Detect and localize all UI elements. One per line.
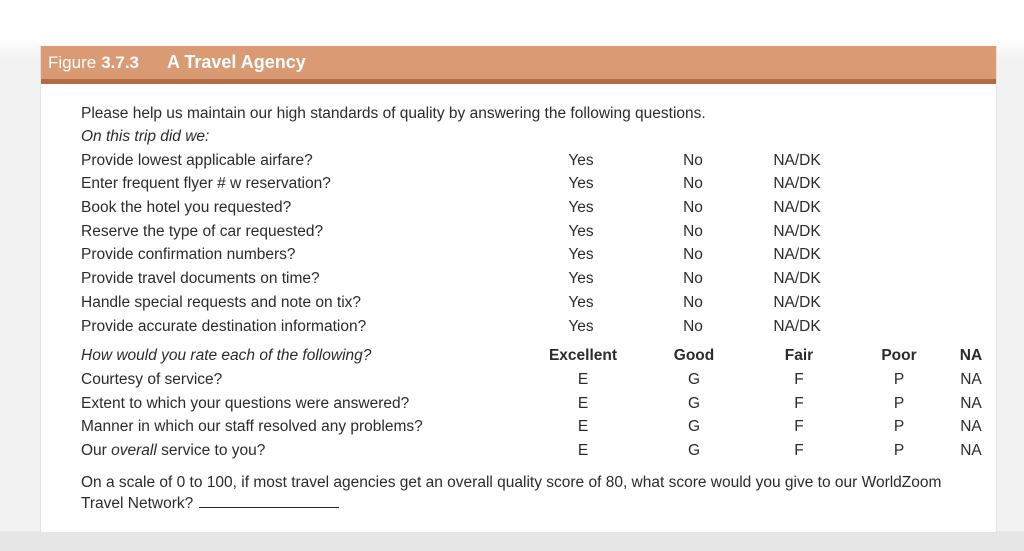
- survey-content: [81, 103, 983, 514]
- intro-text: Please help us maintain our high standards of quality by answering the following questions.: [81, 105, 706, 122]
- figure-panel: [40, 46, 997, 532]
- rating-header-row: [81, 344, 983, 368]
- rating-option-good[interactable]: G: [687, 370, 701, 388]
- rating-option-fair[interactable]: F: [794, 370, 804, 388]
- answer-option-no[interactable]: No: [683, 175, 703, 193]
- question-text: Book the hotel you requested?: [81, 199, 292, 217]
- yes-no-row: [81, 172, 961, 196]
- rating-header-fair: Fair: [784, 347, 814, 365]
- answer-option-yes[interactable]: Yes: [568, 222, 594, 240]
- rating-option-fair[interactable]: F: [794, 441, 804, 459]
- rating-option-na[interactable]: NA: [960, 394, 982, 412]
- answer-option-yes[interactable]: Yes: [568, 175, 594, 193]
- yes-no-questions: [81, 149, 961, 339]
- answer-option-nadk[interactable]: NA/DK: [773, 199, 821, 217]
- rating-header-good: Good: [673, 347, 715, 365]
- rating-option-fair[interactable]: F: [794, 394, 804, 412]
- rating-option-na[interactable]: NA: [960, 370, 982, 388]
- question-text-part: Our: [81, 441, 112, 459]
- rating-questions: [81, 368, 982, 463]
- rating-option-na[interactable]: NA: [960, 441, 982, 459]
- rating-option-poor[interactable]: P: [893, 394, 905, 412]
- answer-option-nadk[interactable]: NA/DK: [773, 151, 821, 169]
- question-text: [81, 439, 265, 463]
- figure-number: 3.7.3: [101, 52, 139, 72]
- final-question: [81, 473, 961, 514]
- question-text: [81, 415, 423, 439]
- yes-no-row: [81, 243, 961, 267]
- question-text: [81, 392, 409, 416]
- rating-option-fair[interactable]: F: [794, 418, 804, 436]
- answer-option-yes[interactable]: Yes: [568, 199, 594, 217]
- question-text: Enter frequent flyer # w reservation?: [81, 175, 331, 193]
- figure-label: Figure: [48, 52, 97, 72]
- answer-option-nadk[interactable]: NA/DK: [773, 317, 821, 335]
- answer-option-nadk[interactable]: NA/DK: [773, 293, 821, 311]
- score-answer-blank[interactable]: [199, 493, 339, 508]
- rating-option-poor[interactable]: P: [893, 441, 905, 459]
- rating-option-excellent[interactable]: E: [577, 418, 589, 436]
- question-text: Provide confirmation numbers?: [81, 246, 296, 264]
- rating-option-na[interactable]: NA: [960, 418, 982, 436]
- bottom-band: [0, 531, 1024, 551]
- yes-no-row: [81, 291, 961, 315]
- question-text-emphasis: overall: [111, 441, 157, 459]
- section2-prompt: How would you rate each of the following?: [81, 347, 372, 365]
- question-text-part: Extent to which your questions were answered?: [81, 394, 410, 412]
- yes-no-row: [81, 315, 961, 339]
- answer-option-yes[interactable]: Yes: [568, 270, 594, 288]
- rating-header-poor: Poor: [881, 347, 917, 365]
- answer-option-nadk[interactable]: NA/DK: [773, 246, 821, 264]
- section1-prompt: On this trip did we:: [81, 128, 210, 145]
- yes-no-row: [81, 267, 961, 291]
- rating-section: [81, 344, 983, 462]
- question-text: [81, 368, 222, 392]
- rating-header-excellent: Excellent: [548, 347, 618, 365]
- answer-option-yes[interactable]: Yes: [568, 151, 594, 169]
- answer-option-yes[interactable]: Yes: [568, 293, 594, 311]
- question-text-part: Courtesy of service?: [81, 370, 223, 388]
- answer-option-yes[interactable]: Yes: [568, 317, 594, 335]
- answer-option-nadk[interactable]: NA/DK: [773, 270, 821, 288]
- question-text: Provide travel documents on time?: [81, 270, 320, 288]
- answer-option-no[interactable]: No: [683, 199, 703, 217]
- rating-row: [81, 439, 982, 463]
- rating-option-poor[interactable]: P: [893, 370, 905, 388]
- rating-option-excellent[interactable]: E: [577, 441, 589, 459]
- yes-no-row: [81, 149, 961, 173]
- answer-option-yes[interactable]: Yes: [568, 246, 594, 264]
- yes-no-row: [81, 196, 961, 220]
- question-text-part: Manner in which our staff resolved any problems?: [81, 418, 423, 436]
- question-text: Reserve the type of car requested?: [81, 222, 324, 240]
- yes-no-row: [81, 220, 961, 244]
- answer-option-no[interactable]: No: [683, 317, 703, 335]
- section1-prompt-row: [81, 125, 961, 149]
- rating-option-excellent[interactable]: E: [577, 394, 589, 412]
- question-text-part: service to you?: [156, 441, 266, 459]
- answer-option-no[interactable]: No: [683, 293, 703, 311]
- question-text: Handle special requests and note on tix?: [81, 293, 362, 311]
- final-question-text: On a scale of 0 to 100, if most travel agencies get an overall quality score of 80, what score would you give to our WorldZoom Travel Network?: [81, 473, 942, 512]
- rating-option-good[interactable]: G: [687, 441, 701, 459]
- rating-option-excellent[interactable]: E: [577, 370, 589, 388]
- rating-header-na: NA: [959, 347, 983, 365]
- rating-option-good[interactable]: G: [687, 418, 701, 436]
- figure-title: A Travel Agency: [167, 52, 306, 72]
- question-text: Provide accurate destination information?: [81, 317, 367, 335]
- question-text: Provide lowest applicable airfare?: [81, 151, 313, 169]
- rating-row: [81, 415, 982, 439]
- rating-option-good[interactable]: G: [687, 394, 701, 412]
- rating-row: [81, 392, 982, 416]
- answer-option-no[interactable]: No: [683, 222, 703, 240]
- rating-row: [81, 368, 982, 392]
- answer-option-nadk[interactable]: NA/DK: [773, 175, 821, 193]
- figure-header: [41, 46, 996, 84]
- answer-option-no[interactable]: No: [683, 270, 703, 288]
- rating-option-poor[interactable]: P: [893, 418, 905, 436]
- answer-option-no[interactable]: No: [683, 151, 703, 169]
- answer-option-no[interactable]: No: [683, 246, 703, 264]
- answer-option-nadk[interactable]: NA/DK: [773, 222, 821, 240]
